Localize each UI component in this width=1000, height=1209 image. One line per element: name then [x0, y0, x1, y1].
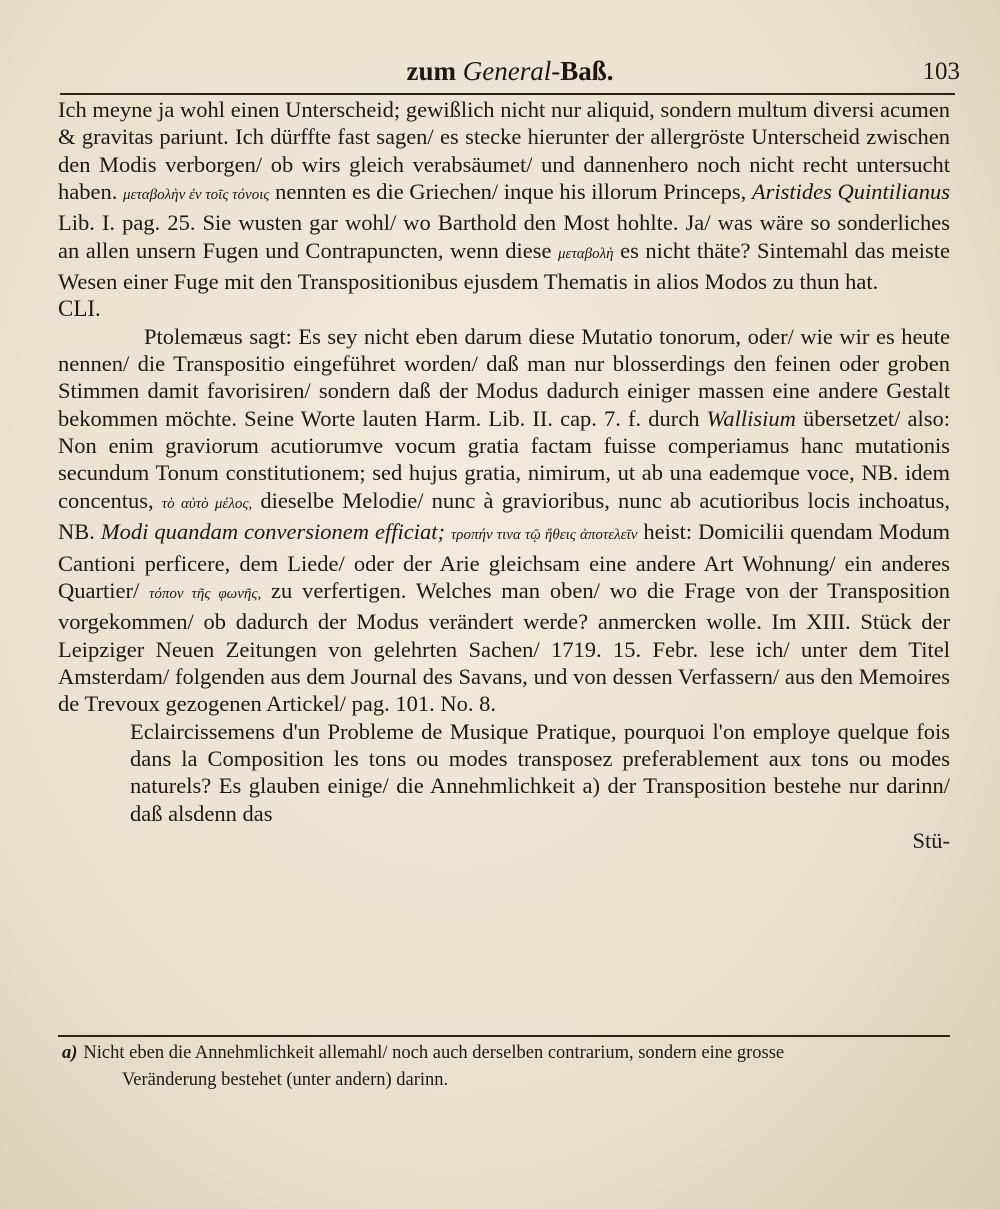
paragraph-ptolemaeus	[58, 323, 950, 718]
paragraph-1-text: Ich meyne ja wohl einen Unterscheid; gewißlich nicht nur aliquid, sondern multum diversi acumen & gravitas pariunt. Ich dürffte fast sagen/ es stecke hierunter der allergröste Unterscheid zwischen den Modis verborgen/ ob wirs gleich verabsäumet/ und dannenhero noch nicht recht untersucht haben.	[58, 97, 950, 205]
translator-wallisium: Wallisium	[706, 405, 796, 431]
paragraph-modi	[58, 96, 950, 295]
running-title-part-3: Baß.	[560, 56, 614, 86]
header-rule	[60, 93, 955, 95]
footnote-line-1	[62, 1040, 962, 1067]
paragraph-2-text-c: dieselbe Melodie/ nunc à gravioribus, nunc ab acutioribus locis inchoatus, NB.	[58, 487, 951, 545]
running-title-part-1: zum	[406, 56, 463, 86]
footnote-text-1: Nicht eben die Annehmlichkeit allemahl/ noch auch derselben contrarium, sondern eine grosse	[83, 1043, 785, 1063]
catchword: Stü-	[912, 827, 950, 853]
paragraph-1-text-c: Lib. I. pag. 25. Sie wusten gar wohl/ wo Barthold den Most hohlte. Ja/ was wäre so sonderliches an allen unsern Fugen und Contrapuncten, wenn diese	[58, 210, 950, 263]
footnote-marker: a)	[62, 1043, 78, 1063]
quoted-article: Eclaircissemens d'un Probleme de Musique Pratique, pourquoi l'on employe quelque fois dans la Composition les tons ou modes transposez preferablement aux tons ou modes naturels? Es glauben einige/ die Annehmlichkeit a) der Transposition bestehe nur darinn/ daß alsdenn das	[130, 718, 950, 826]
footnote	[62, 1040, 962, 1094]
author-aristides: Aristides Quintilianus	[751, 179, 950, 205]
greek-word-metabole: μεταβολὴ	[558, 245, 614, 262]
latin-modi-conversionem: Modi quandam conversionem efficiat;	[100, 519, 445, 545]
section-number: CLI.	[58, 296, 101, 322]
paragraph-2-text-e: zu verfertigen. Welches man oben/ wo die Frage von der Transposition vorgekommen/ ob dadurch der Modus verändert werde? anmercken wolle. Im XIII. Stück der Leipziger Neuen Zeitungen von gelehrten Sachen/ 1719. 15. Febr. lese ich/ unter dem Titel Amsterdam/ folgenden aus dem Journal des Savans, und von dessen Verfassern/ aus den Memoires de Trevoux gezogenen Artickel/ pag. 101. No. 8.	[58, 577, 951, 717]
greek-phrase-topon: τόπον τῆς φωνῆς,	[149, 585, 262, 602]
footnote-rule	[58, 1035, 950, 1037]
footnote-line-2: Veränderung bestehet (unter andern) darinn.	[122, 1070, 449, 1090]
running-title-part-2: General-	[462, 56, 561, 86]
greek-phrase-to-auto-melos: τὸ αὐτὸ μέλος,	[161, 495, 253, 512]
paragraph-2-text-d: heist: Domicilii quendam Modum Cantioni perficere, dem Liede/ oder der Arie gleichsam eine andere Art Wohnung/ ein anderes Quartier/	[58, 519, 950, 603]
page-number: 103	[922, 58, 960, 85]
running-title	[60, 56, 960, 87]
paragraph-2-text-b: übersetzet/ also: Non enim graviorum acutiorumve vocum gratia factam fuisse comperiamus hanc mutationis secundum Tonum constitutionem; sed hujus gratia, nimirum, ut ab una eademque voce, NB. idem concentus,	[58, 405, 951, 513]
page-header	[60, 56, 960, 96]
paragraph-1-text-d: es nicht thäte? Sintemahl das meiste Wesen einer Fuge mit den Transpositionibus ejusdem Thematis in alios Modos zu thun hat.	[58, 237, 950, 295]
paragraph-1-text-b: nennten es die Griechen/ inque his illorum Princeps,	[275, 179, 747, 205]
page-body	[58, 96, 950, 854]
greek-phrase-tropen: τροπήν τινα τῷ ἤθεις ἀποτελεῖν	[450, 527, 638, 544]
greek-phrase-metabolen: μεταβολὴν ἐν τοῖς τόνοις	[122, 187, 270, 204]
paragraph-2-text-a: Ptolemæus sagt: Es sey nicht eben darum diese Mutatio tonorum, oder/ wie wir es heute nennen/ die Transpositio eingeführet worden/ daß man nur blosserdings den feinen oder groben Stimmen damit favorisiren/ sondern daß der Modus dadurch einiger massen eine andere Gestalt bekommen möchte. Seine Worte lauten Harm. Lib. II. cap. 7. f. durch	[58, 323, 950, 431]
